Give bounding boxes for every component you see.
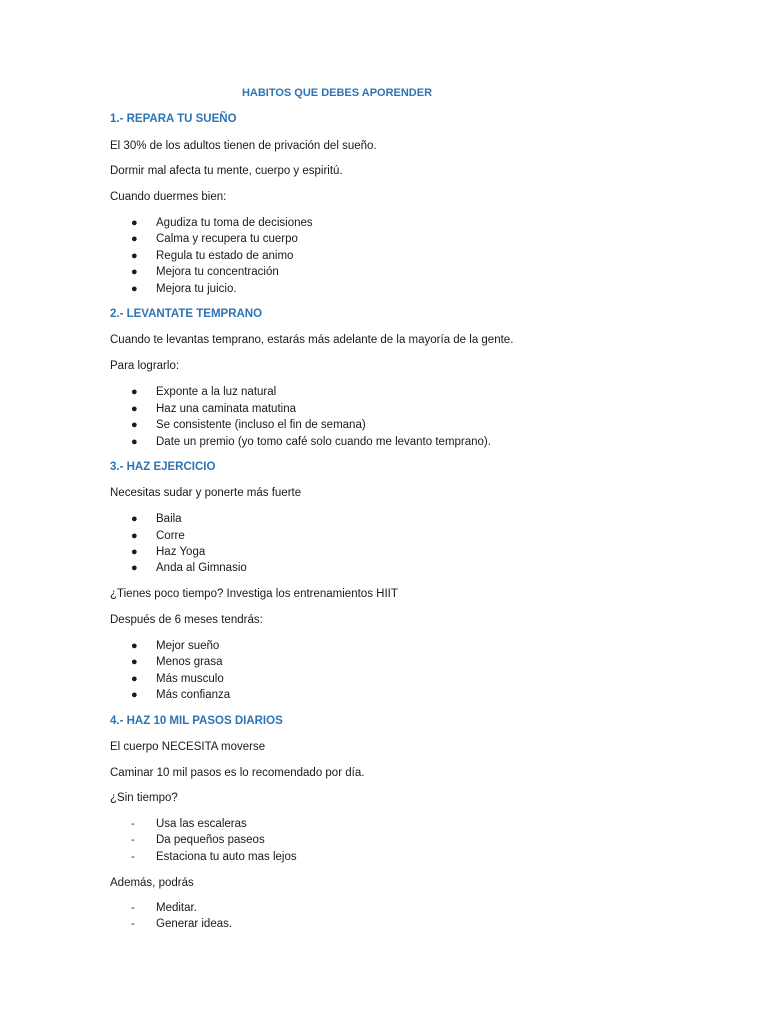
bullet-icon: ● bbox=[131, 436, 138, 448]
page-title: HABITOS QUE DEBES APORENDER bbox=[241, 87, 433, 99]
dash-icon: - bbox=[131, 851, 135, 863]
list-item: ● Corre bbox=[131, 530, 185, 542]
list-item: ● Baila bbox=[131, 513, 182, 525]
bullet-icon: ● bbox=[131, 640, 138, 652]
dash-icon: - bbox=[131, 818, 135, 830]
list-item: ● Calma y recupera tu cuerpo bbox=[131, 233, 298, 245]
list-item: ● Más musculo bbox=[131, 673, 224, 685]
paragraph: Necesitas sudar y ponerte más fuerte bbox=[110, 487, 302, 499]
section-3-heading: 3.- HAZ EJERCICIO bbox=[110, 461, 216, 473]
paragraph: El 30% de los adultos tienen de privación del sueño. bbox=[110, 140, 377, 152]
dash-icon: - bbox=[131, 902, 135, 914]
list-item: ● Exponte a la luz natural bbox=[131, 386, 277, 398]
paragraph: El cuerpo NECESITA moverse bbox=[110, 741, 266, 753]
list-item: ● Regula tu estado de animo bbox=[131, 250, 294, 262]
bullet-icon: ● bbox=[131, 689, 138, 701]
list-item: ● Anda al Gimnasio bbox=[131, 562, 247, 574]
section-4-heading: 4.- HAZ 10 MIL PASOS DIARIOS bbox=[110, 715, 283, 727]
paragraph: Para lograrlo: bbox=[110, 360, 180, 372]
list-item: ● Mejora tu juicio. bbox=[131, 283, 237, 295]
paragraph: Después de 6 meses tendrás: bbox=[110, 614, 263, 626]
paragraph: ¿Sin tiempo? bbox=[110, 792, 178, 804]
list-item: ● Haz una caminata matutina bbox=[131, 403, 296, 415]
paragraph: Además, podrás bbox=[110, 877, 194, 889]
list-item: ● Se consistente (incluso el fin de semana) bbox=[131, 419, 366, 431]
list-item: ● Date un premio (yo tomo café solo cuando me levanto temprano). bbox=[131, 436, 491, 448]
list-item: ● Haz Yoga bbox=[131, 546, 206, 558]
list-item: ● Menos grasa bbox=[131, 656, 223, 668]
dash-icon: - bbox=[131, 918, 135, 930]
paragraph: Dormir mal afecta tu mente, cuerpo y espiritú. bbox=[110, 165, 343, 177]
section-2-heading: 2.- LEVANTATE TEMPRANO bbox=[110, 308, 263, 320]
bullet-icon: ● bbox=[131, 386, 138, 398]
list-item: - Meditar. bbox=[131, 902, 197, 914]
bullet-icon: ● bbox=[131, 546, 138, 558]
bullet-icon: ● bbox=[131, 250, 138, 262]
list-item: - Usa las escaleras bbox=[131, 818, 247, 830]
dash-icon: - bbox=[131, 834, 135, 846]
list-item: ● Más confianza bbox=[131, 689, 231, 701]
list-item: - Da pequeños paseos bbox=[131, 834, 265, 846]
list-item: ● Mejora tu concentración bbox=[131, 266, 279, 278]
bullet-icon: ● bbox=[131, 562, 138, 574]
paragraph: ¿Tienes poco tiempo? Investiga los entrenamientos HIIT bbox=[110, 588, 398, 600]
bullet-icon: ● bbox=[131, 217, 138, 229]
bullet-icon: ● bbox=[131, 403, 138, 415]
section-1-heading: 1.- REPARA TU SUEÑO bbox=[110, 113, 237, 125]
bullet-icon: ● bbox=[131, 266, 138, 278]
bullet-icon: ● bbox=[131, 513, 138, 525]
bullet-icon: ● bbox=[131, 419, 138, 431]
bullet-icon: ● bbox=[131, 530, 138, 542]
list-item: ● Mejor sueño bbox=[131, 640, 220, 652]
bullet-icon: ● bbox=[131, 656, 138, 668]
bullet-icon: ● bbox=[131, 283, 138, 295]
list-item: - Estaciona tu auto mas lejos bbox=[131, 851, 297, 863]
paragraph: Caminar 10 mil pasos es lo recomendado por día. bbox=[110, 767, 365, 779]
paragraph: Cuando duermes bien: bbox=[110, 191, 227, 203]
list-item: ● Agudiza tu toma de decisiones bbox=[131, 217, 313, 229]
bullet-icon: ● bbox=[131, 673, 138, 685]
bullet-icon: ● bbox=[131, 233, 138, 245]
paragraph: Cuando te levantas temprano, estarás más adelante de la mayoría de la gente. bbox=[110, 334, 514, 346]
list-item: - Generar ideas. bbox=[131, 918, 233, 930]
